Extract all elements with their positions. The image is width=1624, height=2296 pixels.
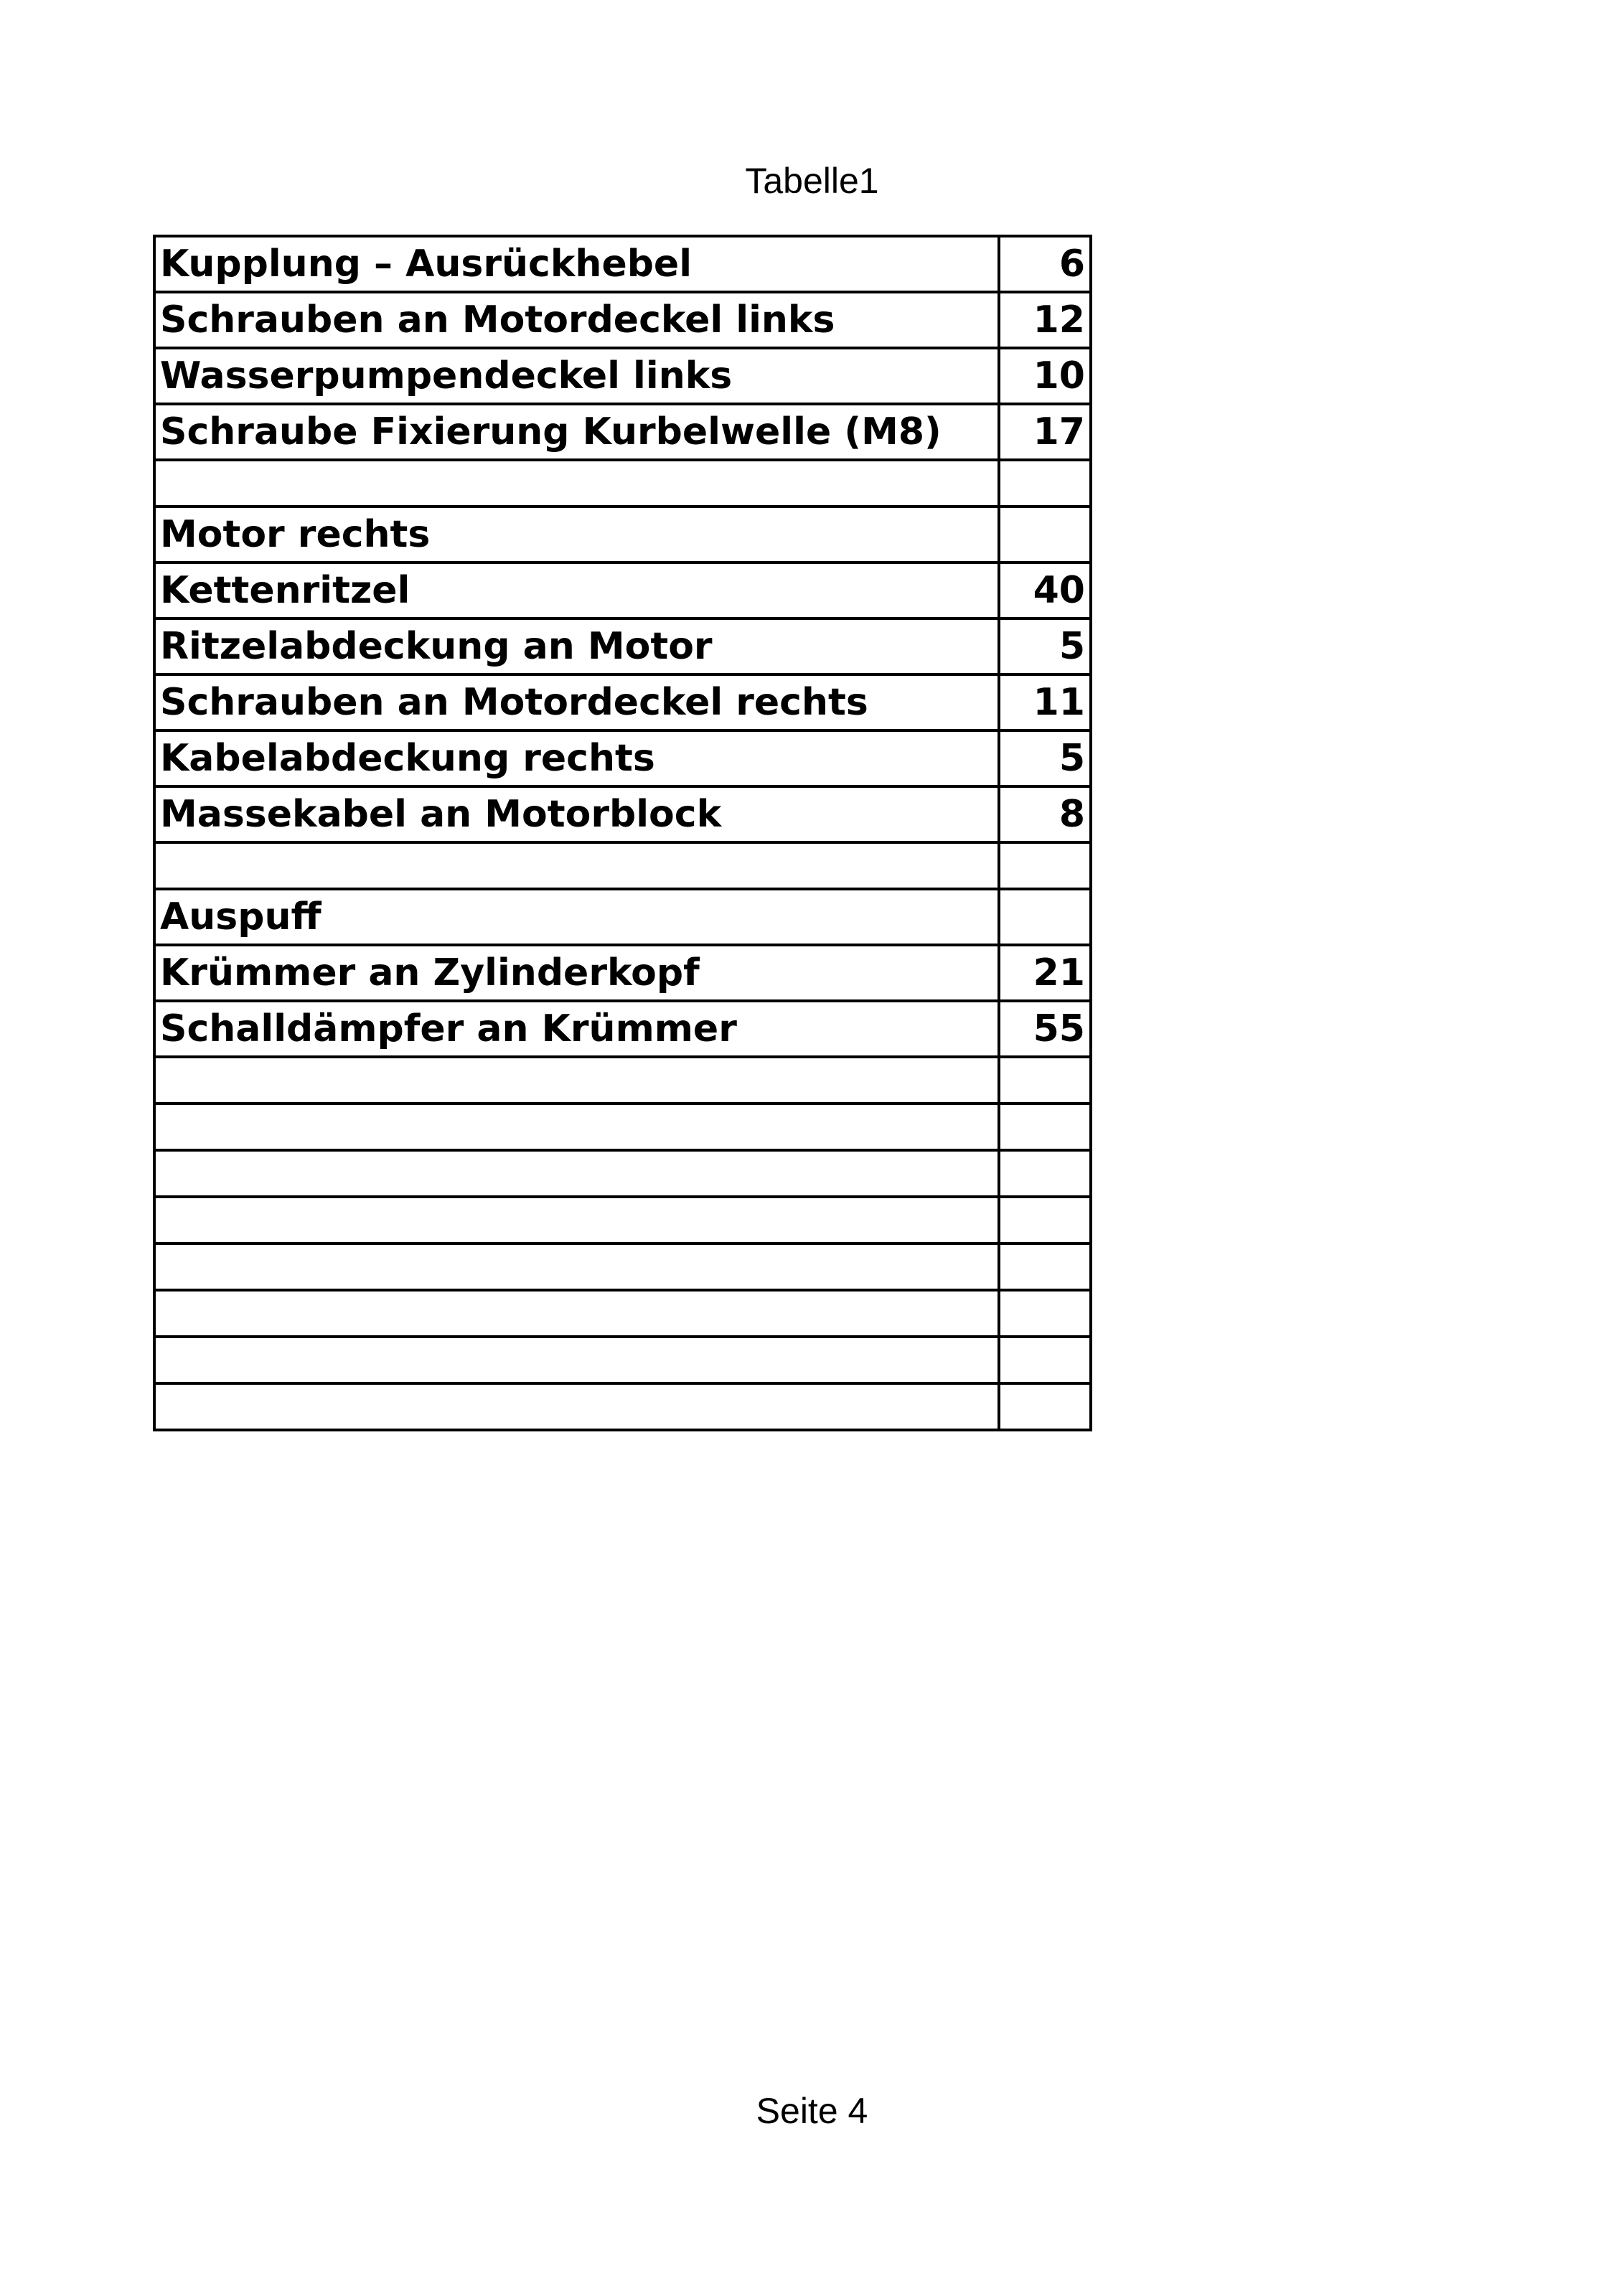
- table-row: [154, 404, 1091, 460]
- cell-name: [154, 1290, 999, 1337]
- table-row: [154, 1001, 1091, 1057]
- cell-value: [999, 507, 1091, 563]
- cell-value: 40: [999, 563, 1091, 618]
- table-row: [154, 674, 1091, 730]
- table-row: [154, 945, 1091, 1001]
- table-row: [154, 618, 1091, 674]
- cell-name: Massekabel an Motorblock: [154, 786, 999, 842]
- cell-name: [154, 1197, 999, 1243]
- cell-name: Krümmer an Zylinderkopf: [154, 945, 999, 1001]
- table-row: [154, 786, 1091, 842]
- cell-value: [999, 1150, 1091, 1197]
- cell-name: Kabelabdeckung rechts: [154, 730, 999, 786]
- cell-name: [154, 1057, 999, 1104]
- cell-name: [154, 1104, 999, 1150]
- table-row: [154, 1104, 1091, 1150]
- table-row: [154, 507, 1091, 563]
- table-row: [154, 460, 1091, 507]
- cell-name: Schrauben an Motordeckel links: [154, 292, 999, 348]
- cell-value: [999, 460, 1091, 507]
- cell-value: 5: [999, 618, 1091, 674]
- table-row: [154, 1197, 1091, 1243]
- cell-value: [999, 1290, 1091, 1337]
- cell-name: Kupplung – Ausrückhebel: [154, 236, 999, 292]
- cell-value: 5: [999, 730, 1091, 786]
- cell-name: Schalldämpfer an Krümmer: [154, 1001, 999, 1057]
- table-row: [154, 236, 1091, 292]
- cell-value: [999, 1197, 1091, 1243]
- cell-value: [999, 1337, 1091, 1383]
- cell-name: Auspuff: [154, 889, 999, 945]
- cell-value: 21: [999, 945, 1091, 1001]
- cell-name: Wasserpumpendeckel links: [154, 348, 999, 404]
- table-row: [154, 1243, 1091, 1290]
- cell-name: [154, 1243, 999, 1290]
- table-row: [154, 842, 1091, 889]
- cell-name: [154, 460, 999, 507]
- cell-value: 17: [999, 404, 1091, 460]
- cell-name: Schrauben an Motordeckel rechts: [154, 674, 999, 730]
- cell-name: Ritzelabdeckung an Motor: [154, 618, 999, 674]
- cell-value: 8: [999, 786, 1091, 842]
- cell-name: Motor rechts: [154, 507, 999, 563]
- cell-value: [999, 889, 1091, 945]
- cell-value: [999, 842, 1091, 889]
- table-row: [154, 1057, 1091, 1104]
- cell-value: 10: [999, 348, 1091, 404]
- cell-value: [999, 1243, 1091, 1290]
- cell-value: 11: [999, 674, 1091, 730]
- table-row: [154, 889, 1091, 945]
- cell-value: 6: [999, 236, 1091, 292]
- table-row: [154, 1383, 1091, 1430]
- table-row: [154, 1337, 1091, 1383]
- page-header-title: Tabelle1: [745, 161, 879, 201]
- cell-name: Kettenritzel: [154, 563, 999, 618]
- table-row: [154, 730, 1091, 786]
- cell-value: [999, 1383, 1091, 1430]
- page-footer-number: Seite 4: [756, 2091, 868, 2131]
- table-row: [154, 563, 1091, 618]
- cell-name: [154, 1383, 999, 1430]
- cell-name: [154, 1150, 999, 1197]
- table-row: [154, 292, 1091, 348]
- torque-table: [153, 235, 1092, 1431]
- cell-name: [154, 1337, 999, 1383]
- cell-value: [999, 1057, 1091, 1104]
- cell-name: Schraube Fixierung Kurbelwelle (M8): [154, 404, 999, 460]
- table-row: [154, 1150, 1091, 1197]
- cell-value: 55: [999, 1001, 1091, 1057]
- table-row: [154, 348, 1091, 404]
- cell-value: 12: [999, 292, 1091, 348]
- cell-value: [999, 1104, 1091, 1150]
- cell-name: [154, 842, 999, 889]
- table-row: [154, 1290, 1091, 1337]
